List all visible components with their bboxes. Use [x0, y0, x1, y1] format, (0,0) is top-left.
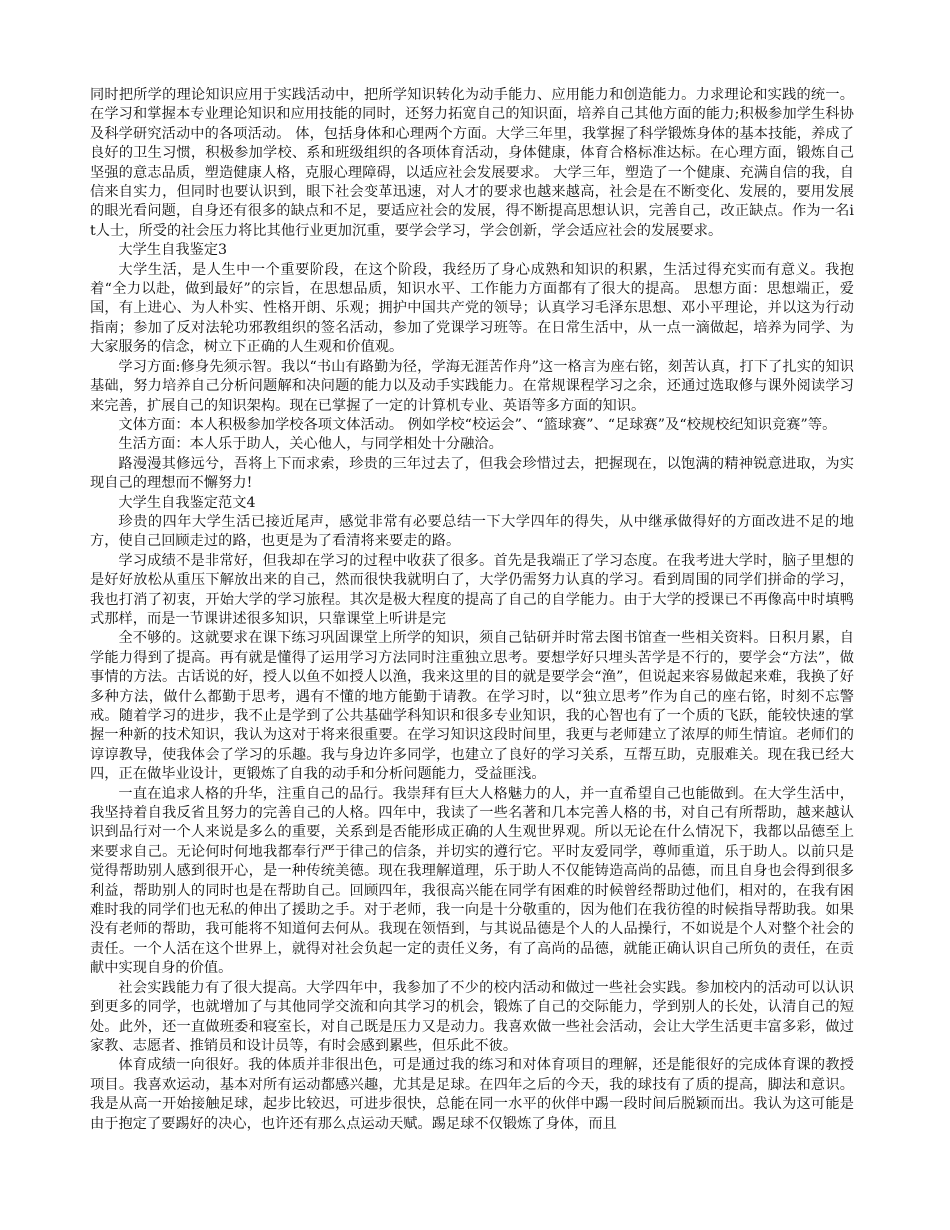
section-heading-3: 大学生自我鉴定3 — [118, 242, 228, 259]
paragraph-study: 学习方面:修身先须示智。我以“书山有路勤为径，学海无涯苦作舟”这一格言为座右铭，刻苦认真，打下了扎实的知识基础，努力培养自己分析问题解和决问题的能力以及动手实践能力。在常规课程学习之余，还通过选取修与课外阅读学习来完善，扩展自己的知识架构。现在已掌握了一定的计算机专业、英语等多方面的知识。 — [90, 358, 854, 414]
paragraph-social-practice: 社会实践能力有了很大提高。大学四年中，我参加了不少的校内活动和做过一些社会实践。参加校内的活动可以认识到更多的同学，也就增加了与其他同学交流和向其学习的机会，锻炼了自己的交际能力，学到别人的长处，认清自己的短处。此外，还一直做班委和寝室长，对自己既是压力又是动力。我喜欢做一些社会活动，会让大学生活更丰富多彩，做过家教、志愿者、推销员和设计员等，有时会感到累些，但乐此不彼。 — [90, 979, 854, 1054]
paragraph-intro-3: 大学生活，是人生中一个重要阶段，在这个阶段，我经历了身心成熟和知识的积累，生活过得充实而有意义。我抱着“全力以赴，做到最好”的宗旨，在思想品质，知识水平、工作能力方面都有了很大的提高。 思想方面：思想端正，爱国，有上进心、为人朴实、性格开朗、乐观；拥护中国共产党的领导；认真学习毛泽东思想、邓小平理论，并以这为行动指南；参加了反对法轮功邪教组织的签名活动，参加了党课学习班等。在日常生活中，从一点一滴做起，培养为同学、为大家服务的信念，树立下正确的人生观和价值观。 — [90, 261, 854, 356]
paragraph-intro-4: 珍贵的四年大学生活已接近尾声，感觉非常有必要总结一下大学四年的得失，从中继承做得好的方面改进不足的地方，使自己回顾走过的路，也更是为了看清将来要走的路。 — [90, 513, 854, 550]
section-heading-4: 大学生自我鉴定范文4 — [118, 494, 256, 511]
paragraph-self-learning: 全不够的。这就要求在课下练习巩固课堂上所学的知识，须自己钻研并时常去图书馆查一些相关资料。日积月累，自学能力得到了提高。再有就是懂得了运用学习方法同时注重独立思考。要想学好只埋头苦学是不行的，要学会“方法”，做事情的方法。古话说的好，授人以鱼不如授人以渔，我来这里的目的就是要学会“渔”，但说起来容易做起来难，我换了好多种方法，做什么都勤于思考，遇有不懂的地方能勤于请教。在学习时，以“独立思考”作为自己的座右铭，时刻不忘警戒。随着学习的进步，我不止是学到了公共基础学科知识和很多专业知识，我的心智也有了一个质的飞跃，能较快速的掌握一种新的技术知识，我认为这对于将来很重要。在学习知识这段时间里，我更与老师建立了浓厚的师生情谊。老师们的谆谆教导，使我体会了学习的乐趣。我与身边许多同学，也建立了良好的学习关系，互帮互助，克服难关。现在我已经大四，正在做毕业设计，更锻炼了自我的动手和分析问题能力，受益匪浅。 — [90, 630, 854, 783]
paragraph-life: 生活方面：本人乐于助人，关心他人，与同学相处十分融洽。 — [118, 436, 503, 453]
paragraph-character: 一直在追求人格的升华，注重自己的品行。我崇拜有巨大人格魅力的人，并一直希望自己也能做到。在大学生活中，我坚持着自我反省且努力的完善自己的人格。四年中，我读了一些名著和几本完善人格的书，对自己有所帮助，越来越认识到品行对一个人来说是多么的重要，关系到是否能形成正确的人生观世界观。所以无论在什么情况下，我都以品德至上来要求自己。无论何时何地我都奉行严于律己的信条，并切实的遵行它。平时友爱同学，尊师重道，乐于助人。以前只是觉得帮助别人感到很开心，是一种传统美德。现在我理解道理，乐于助人不仅能铸造高尚的品德，而且自身也会得到很多利益，帮助别人的同时也是在帮助自己。回顾四年，我很高兴能在同学有困难的时候曾经帮助过他们，相对的，在我有困难时我的同学们也无私的伸出了援助之手。对于老师，我一向是十分敬重的，因为他们在我彷徨的时候指导帮助我。如果没有老师的帮助，我可能将不知道何去何从。我现在领悟到，与其说品德是个人的人品操行，不如说是个人对整个社会的责任。一个人活在这个世界上，就得对社会负起一定的责任义务，有了高尚的品德，就能正确认识自己所负的责任，在贡献中实现自身的价值。 — [90, 785, 854, 977]
paragraph-sports-culture: 文体方面：本人积极参加学校各项文体活动。 例如学校“校运会”、“篮球赛”、“足球赛”及“校规校纪知识竞赛”等。 — [118, 416, 837, 433]
paragraph-continuation: 同时把所学的理论知识应用于实践活动中，把所学知识转化为动手能力、应用能力和创造能力。力求理论和实践的统一。在学习和掌握本专业理论知识和应用技能的同时，还努力拓宽自己的知识面，培养自己其他方面的能力;积极参加学生科协及科学研究活动中的各项活动。 体，包括身体和心理两个方面。大学三年里，我掌握了科学锻炼身体的基本技能，养成了良好的卫生习惯，积极参加学校、系和班级组织的各项体育活动，身体健康，体育合格标准达标。在心理方面，锻炼自己坚强的意志品质，塑造健康人格，克服心理障碍，以适应社会发展要求。 大学三年，塑造了一个健康、充满自信的我，自信来自实力，但同时也要认识到，眼下社会变革迅速，对人才的要求也越来越高，社会是在不断变化、发展的，要用发展的眼光看问题，自身还有很多的缺点和不足，要适应社会的发展，得不断提高思想认识，完善自己，改正缺点。作为一名it人士，所受的社会压力将比其他行业更加沉重，要学会学习，学会创新，学会适应社会的发展要求。 — [90, 87, 854, 239]
paragraph-study-results: 学习成绩不是非常好，但我却在学习的过程中收获了很多。首先是我端正了学习态度。在我考进大学时，脑子里想的是好好放松从重压下解放出来的自己，然而很快我就明白了，大学仍需努力认真的学习。看到周围的同学们拼命的学习，我也打消了初衷，开始大学的学习旅程。其次是极大程度的提高了自己的自学能力。由于大学的授课已不再像高中时填鸭式那样，而是一节课讲述很多知识，只靠课堂上听讲是完 — [90, 552, 854, 627]
paragraph-conclusion-3: 路漫漫其修远兮，吾将上下而求索，珍贵的三年过去了，但我会珍惜过去，把握现在，以饱满的精神锐意进取，为实现自己的理想而不懈努力! — [90, 455, 854, 492]
paragraph-physical-education: 体育成绩一向很好。我的体质并非很出色，可是通过我的练习和对体育项目的理解，还是能很好的完成体育课的教授项目。我喜欢运动，基本对所有运动都感兴趣，尤其是足球。在四年之后的今天，我的球技有了质的提高，脚法和意识。我是从高一开始接触足球，起步比较迟，可进步很快，总能在同一水平的伙伴中踢一段时间后脱颖而出。我认为这可能是由于抱定了要踢好的决心，也许还有那么点运动天赋。踢足球不仅锻炼了身体，而且 — [90, 1057, 854, 1132]
